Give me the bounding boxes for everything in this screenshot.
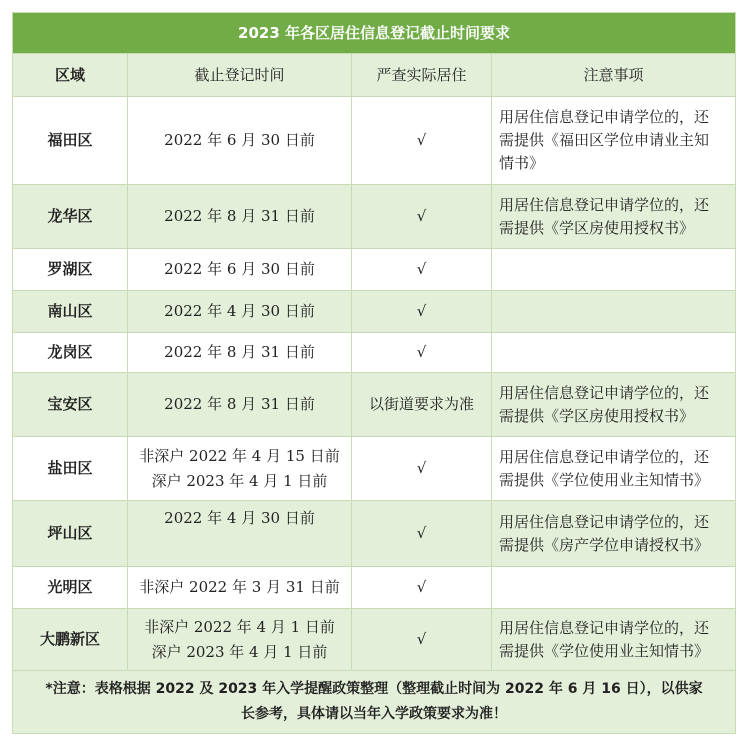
- table-row: [13, 567, 736, 609]
- note-line: 用居住信息登记申请学位的，还: [499, 195, 710, 214]
- notes-cell: [492, 291, 736, 333]
- note-line: 用居住信息登记申请学位的，还: [499, 618, 710, 637]
- deadline-cell: [128, 291, 352, 333]
- note-line: 需提供《学位使用业主知情书》: [499, 470, 710, 489]
- table-container: [12, 12, 735, 734]
- note-line: 情书》: [499, 154, 545, 172]
- header-district: 区域: [13, 54, 128, 97]
- deadline-line: 2022 年 8 月 31 日前: [164, 343, 315, 361]
- table-row: [13, 373, 736, 437]
- deadline-cell: [128, 373, 352, 437]
- district-cell: 大鹏新区: [13, 609, 128, 671]
- note-line: 用居住信息登记申请学位的，还: [499, 383, 710, 402]
- district-cell: 盐田区: [13, 437, 128, 501]
- table-row: [13, 185, 736, 249]
- deadline-cell: [128, 185, 352, 249]
- header-deadline: 截止登记时间: [128, 54, 352, 97]
- notes-cell: [492, 437, 736, 501]
- deadline-line: 深户 2023 年 4 月 1 日前: [151, 471, 328, 490]
- district-cell: 坪山区: [13, 501, 128, 567]
- district-cell: 龙岗区: [13, 333, 128, 373]
- note-line: 需提供《福田区学位申请业主知: [499, 131, 710, 149]
- footer-line: 长参考，具体请以当年入学政策要求为准！: [241, 706, 508, 722]
- deadline-cell: [128, 501, 352, 567]
- deadline-line: 2022 年 4 月 30 日前: [164, 302, 315, 320]
- deadline-cell: [128, 249, 352, 291]
- table-row: [13, 501, 736, 567]
- note-line: 用居住信息登记申请学位的，还: [499, 108, 710, 126]
- residence-check-cell: √: [352, 185, 492, 249]
- registration-deadline-table: [12, 12, 736, 734]
- residence-check-cell: √: [352, 249, 492, 291]
- table-row: [13, 291, 736, 333]
- notes-cell: [492, 501, 736, 567]
- residence-check-cell: √: [352, 437, 492, 501]
- deadline-line: 2022 年 8 月 31 日前: [164, 207, 315, 225]
- footer-note: [13, 671, 736, 734]
- notes-cell: [492, 185, 736, 249]
- residence-check-cell: √: [352, 609, 492, 671]
- notes-cell: [492, 333, 736, 373]
- deadline-line: 2022 年 8 月 31 日前: [164, 395, 315, 413]
- notes-cell: [492, 373, 736, 437]
- table-row: [13, 97, 736, 185]
- notes-cell: [492, 567, 736, 609]
- district-cell: 宝安区: [13, 373, 128, 437]
- deadline-line: 非深户 2022 年 4 月 15 日前: [139, 446, 340, 465]
- district-cell: 罗湖区: [13, 249, 128, 291]
- footer-line: *注意：表格根据 2022 及 2023 年入学提醒政策整理（整理截止时间为 2022 年 6 月 16 日），以供家: [45, 681, 703, 697]
- table-row: [13, 333, 736, 373]
- residence-check-cell: √: [352, 501, 492, 567]
- note-line: 需提供《学位使用业主知情书》: [499, 641, 710, 660]
- deadline-cell: [128, 437, 352, 501]
- residence-check-cell: √: [352, 567, 492, 609]
- district-cell: 光明区: [13, 567, 128, 609]
- deadline-line: 2022 年 6 月 30 日前: [164, 131, 315, 149]
- table-row: [13, 437, 736, 501]
- deadline-line: 2022 年 6 月 30 日前: [164, 260, 315, 278]
- notes-cell: [492, 97, 736, 185]
- header-notes: 注意事项: [492, 54, 736, 97]
- deadline-line: 深户 2023 年 4 月 1 日前: [151, 642, 328, 661]
- deadline-cell: [128, 567, 352, 609]
- table-title: 2023 年各区居住信息登记截止时间要求: [13, 13, 736, 54]
- notes-cell: [492, 249, 736, 291]
- residence-check-cell: 以街道要求为准: [352, 373, 492, 437]
- district-cell: 龙华区: [13, 185, 128, 249]
- note-line: 需提供《学区房使用授权书》: [499, 218, 695, 237]
- note-line: 需提供《学区房使用授权书》: [499, 406, 695, 425]
- header-residence-check: 严查实际居住: [352, 54, 492, 97]
- deadline-cell: [128, 333, 352, 373]
- district-cell: 南山区: [13, 291, 128, 333]
- district-cell: 福田区: [13, 97, 128, 185]
- deadline-line: 2022 年 4 月 30 日前: [164, 509, 315, 527]
- residence-check-cell: √: [352, 97, 492, 185]
- notes-cell: [492, 609, 736, 671]
- residence-check-cell: √: [352, 333, 492, 373]
- deadline-line: 非深户 2022 年 4 月 1 日前: [144, 617, 335, 636]
- table-row: [13, 609, 736, 671]
- deadline-line: 非深户 2022 年 3 月 31 日前: [139, 578, 340, 596]
- note-line: 用居住信息登记申请学位的，还: [499, 447, 710, 466]
- deadline-cell: [128, 97, 352, 185]
- table-row: [13, 249, 736, 291]
- deadline-cell: [128, 609, 352, 671]
- residence-check-cell: √: [352, 291, 492, 333]
- note-line: 用居住信息登记申请学位的，还: [499, 512, 710, 531]
- note-line: 需提供《房产学位申请授权书》: [499, 535, 710, 554]
